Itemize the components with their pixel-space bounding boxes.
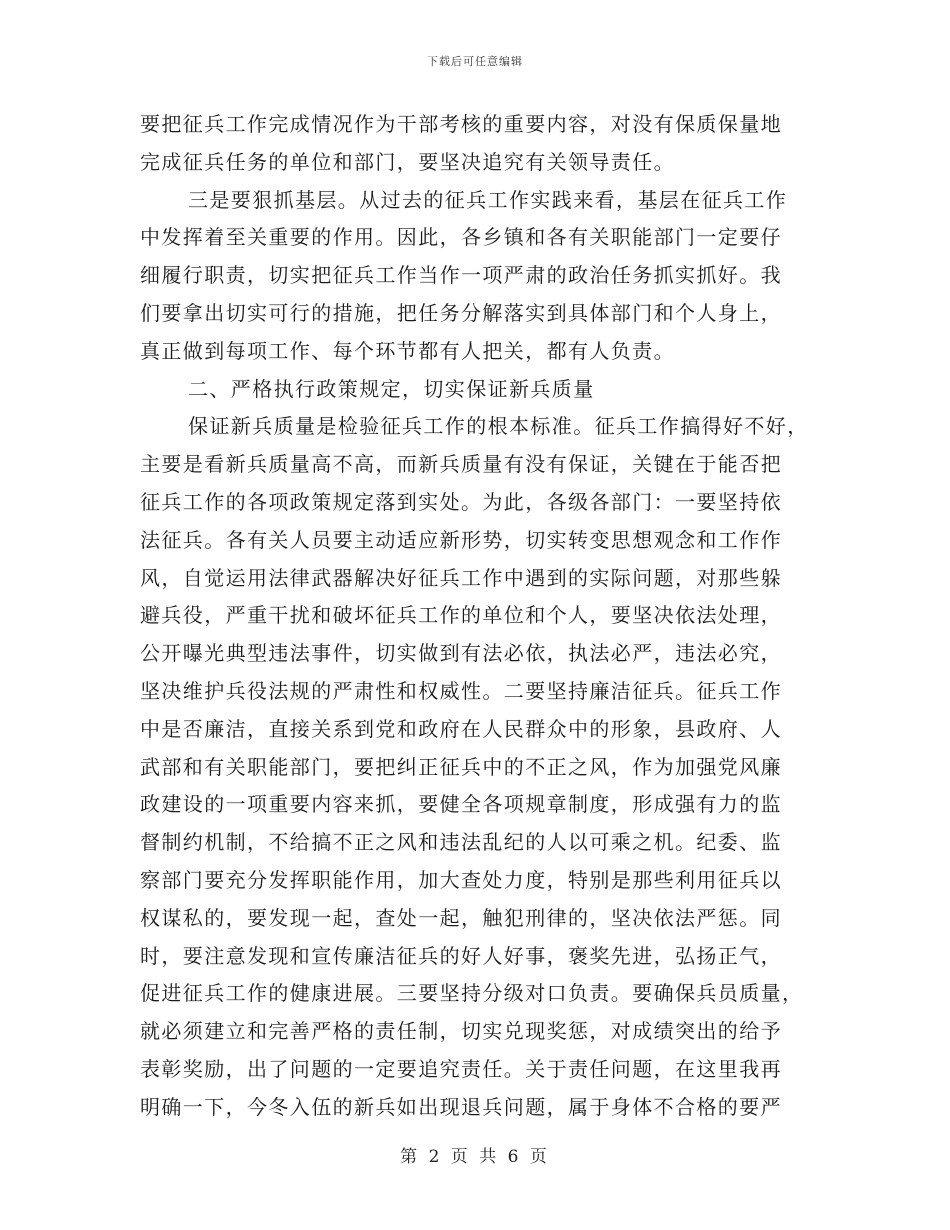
text-line: 避兵役，严重干扰和破坏征兵工作的单位和个人，要坚决依法处理， bbox=[140, 603, 782, 628]
text-line: 法征兵。各有关人员要主动适应新形势，切实转变思想观念和工作作 bbox=[140, 527, 782, 552]
text-line: 政建设的一项重要内容来抓，要健全各项规章制度，形成强有力的监 bbox=[140, 792, 782, 817]
text-line: 细履行职责，切实把征兵工作当作一项严肃的政治任务抓实抓好。我 bbox=[140, 263, 782, 288]
text-line: 完成征兵任务的单位和部门，要坚决追究有关领导责任。 bbox=[140, 149, 675, 174]
text-line: 保证新兵质量是检验征兵工作的根本标准。征兵工作搞得好不好， bbox=[188, 414, 809, 439]
text-line: 督制约机制，不给搞不正之风和违法乱纪的人以可乘之机。纪委、监 bbox=[140, 830, 782, 855]
text-line: 中是否廉洁，直接关系到党和政府在人民群众中的形象，县政府、人 bbox=[140, 716, 782, 741]
text-line: 时，要注意发现和宣传廉洁征兵的好人好事，褒奖先进，弘扬正气， bbox=[140, 943, 782, 968]
text-line: 三是要狠抓基层。从过去的征兵工作实践来看，基层在征兵工作 bbox=[188, 187, 788, 212]
text-line: 就必须建立和完善严格的责任制，切实兑现奖惩，对成绩突出的给予 bbox=[140, 1019, 782, 1044]
page-number-footer: 第 2 页 共 6 页 bbox=[400, 1147, 550, 1167]
text-line: 表彰奖励，出了问题的一定要追究责任。关于责任问题，在这里我再 bbox=[140, 1056, 782, 1081]
text-line: 权谋私的，要发现一起，查处一起，触犯刑律的，坚决依法严惩。同 bbox=[140, 905, 782, 930]
text-line: 主要是看新兵质量高不高，而新兵质量有没有保证，关键在于能否把 bbox=[140, 452, 782, 477]
text-line: 公开曝光典型违法事件，切实做到有法必依，执法必严，违法必究， bbox=[140, 641, 782, 666]
body-text bbox=[140, 106, 810, 1127]
text-line: 们要拿出切实可行的措施，把任务分解落实到具体部门和个人身上， bbox=[140, 300, 782, 325]
text-line: 中发挥着至关重要的作用。因此，各乡镇和各有关职能部门一定要仔 bbox=[140, 225, 782, 250]
text-line: 风，自觉运用法律武器解决好征兵工作中遇到的实际问题，对那些躲 bbox=[140, 565, 782, 590]
text-line: 察部门要充分发挥职能作用，加大查处力度，特别是那些利用征兵以 bbox=[140, 867, 782, 892]
text-line: 促进征兵工作的健康进展。三要坚持分级对口负责。要确保兵员质量， bbox=[140, 981, 804, 1006]
text-line: 二、严格执行政策规定，切实保证新兵质量 bbox=[188, 376, 595, 401]
text-line: 要把征兵工作完成情况作为干部考核的重要内容，对没有保质保量地 bbox=[140, 112, 782, 136]
text-line: 征兵工作的各项政策规定落到实处。为此，各级各部门：一要坚持依 bbox=[140, 489, 782, 514]
text-line: 明确一下，今冬入伍的新兵如出现退兵问题，属于身体不合格的要严 bbox=[140, 1094, 782, 1119]
text-line: 坚决维护兵役法规的严肃性和权威性。二要坚持廉洁征兵。征兵工作 bbox=[140, 678, 782, 703]
page-header: 下载后可任意编辑 bbox=[427, 55, 523, 68]
text-line: 真正做到每项工作、每个环节都有人把关，都有人负责。 bbox=[140, 338, 675, 363]
text-line: 武部和有关职能部门，要把纠正征兵中的不正之风，作为加强党风廉 bbox=[140, 754, 782, 779]
